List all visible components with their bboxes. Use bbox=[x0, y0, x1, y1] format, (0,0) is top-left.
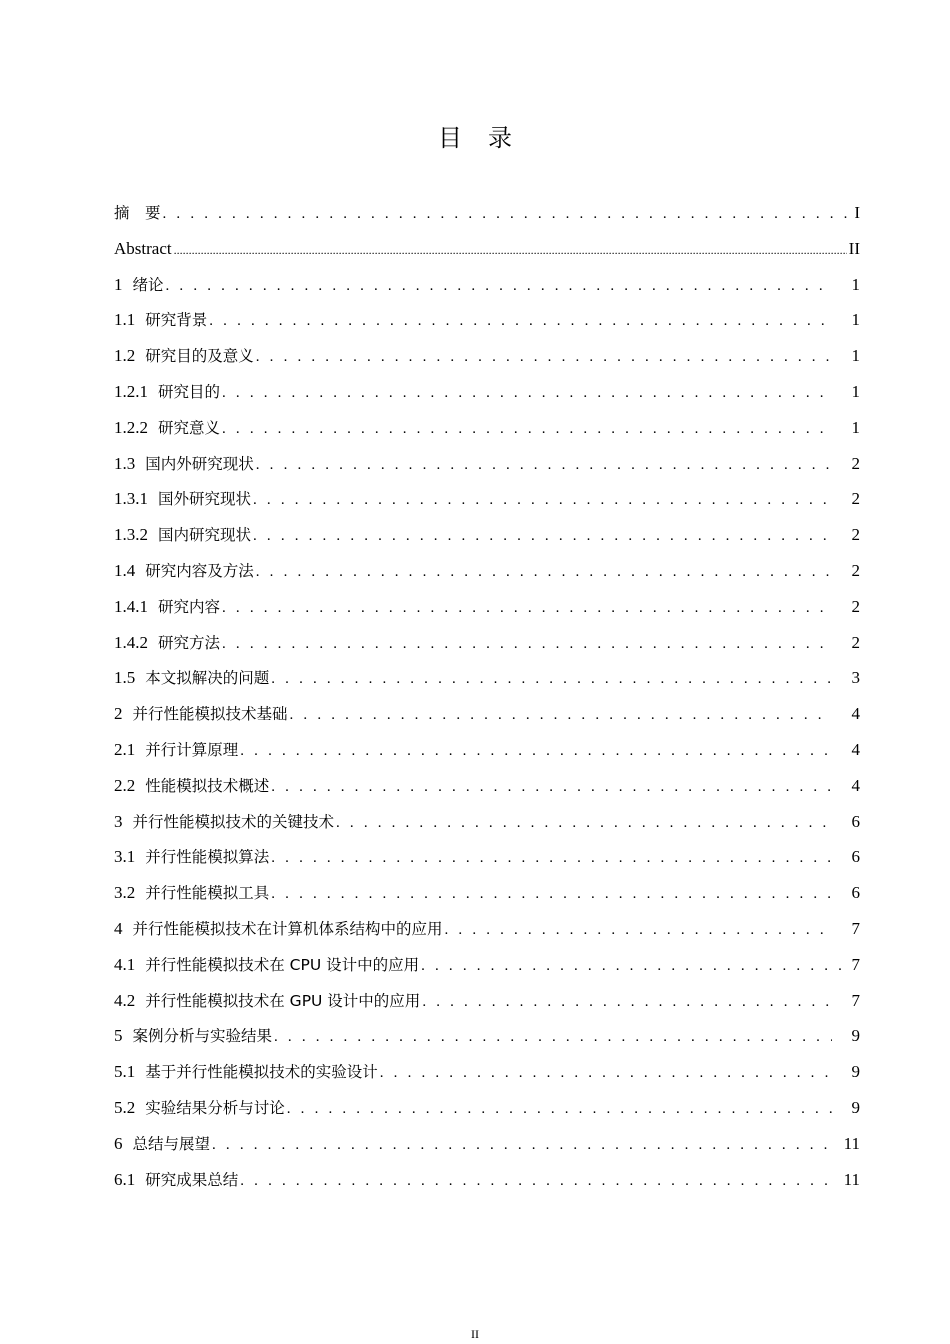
toc-dot-leader bbox=[253, 519, 832, 555]
toc-dot-leader bbox=[287, 1092, 832, 1128]
page-title: 目录 bbox=[438, 124, 538, 152]
toc-dot-leader bbox=[256, 340, 832, 376]
toc-entry[interactable] bbox=[114, 768, 860, 804]
toc-entry[interactable] bbox=[114, 1018, 860, 1054]
toc-entry-number: 2.2 bbox=[114, 775, 136, 795]
toc-entry[interactable] bbox=[114, 589, 860, 625]
toc-entry-page: 4 bbox=[851, 704, 860, 724]
toc-dot-leader bbox=[256, 555, 832, 591]
toc-dot-leader bbox=[274, 1020, 832, 1056]
toc-entry-label: 基于并行性能模拟技术的实验设计 bbox=[145, 1063, 378, 1082]
toc-entry[interactable] bbox=[114, 338, 860, 374]
toc-entry-page: 9 bbox=[851, 1026, 860, 1046]
toc-entry-number: 1.1 bbox=[114, 310, 136, 330]
toc-entry-number: 1.4 bbox=[114, 560, 136, 580]
toc-dot-leader bbox=[336, 806, 832, 842]
toc-entry-page: 9 bbox=[851, 1097, 860, 1117]
toc-entry-label: 并行性能模拟算法 bbox=[145, 848, 270, 867]
toc-entry-page: 11 bbox=[843, 1133, 860, 1153]
toc-entry-number: 3.1 bbox=[114, 847, 136, 867]
toc-entry[interactable] bbox=[114, 804, 860, 840]
toc-entry-label: 研究成果总结 bbox=[145, 1170, 239, 1189]
toc-entry-label: 研究目的及意义 bbox=[145, 347, 254, 366]
toc-entry-number: 5 bbox=[114, 1026, 123, 1046]
toc-entry-page: 7 bbox=[851, 954, 860, 974]
toc-entry-label: 研究目的 bbox=[158, 382, 221, 401]
toc-dot-leader bbox=[240, 734, 832, 770]
toc-entry-number: 1.5 bbox=[114, 668, 136, 688]
toc-entry[interactable] bbox=[114, 410, 860, 446]
toc-entry-label: 并行性能模拟技术在 CPU 设计中的应用 bbox=[145, 955, 420, 974]
toc-entry-label: 实验结果分析与讨论 bbox=[145, 1098, 285, 1117]
toc-entry[interactable] bbox=[114, 195, 860, 231]
toc-entry-number: 2 bbox=[114, 704, 123, 724]
toc-entry-label: 国内外研究现状 bbox=[145, 454, 254, 473]
toc-dot-leader bbox=[222, 591, 832, 627]
toc-entry-number: 4 bbox=[114, 918, 123, 938]
toc-entry-page: 2 bbox=[851, 525, 860, 545]
toc-dot-leader bbox=[256, 448, 832, 484]
toc-entry-label: 绪论 bbox=[132, 275, 164, 294]
toc-entry[interactable] bbox=[114, 696, 860, 732]
toc-entry[interactable] bbox=[114, 446, 860, 482]
toc-dot-leader bbox=[212, 1128, 832, 1164]
toc-entry-number: 1.2.1 bbox=[114, 381, 148, 401]
toc-entry[interactable] bbox=[114, 660, 860, 696]
toc-dot-leader bbox=[422, 985, 832, 1021]
toc-entry-label: Abstract bbox=[114, 238, 172, 258]
toc-entry-number: 2.1 bbox=[114, 739, 136, 759]
toc-entry-label: 案例分析与实验结果 bbox=[132, 1027, 273, 1046]
toc-dot-leader bbox=[240, 1164, 832, 1200]
toc-entry-label: 并行性能模拟技术基础 bbox=[132, 705, 288, 724]
toc-entry-number: 1 bbox=[114, 274, 123, 294]
toc-entry-page: 6 bbox=[851, 811, 860, 831]
toc-entry-page: 2 bbox=[851, 453, 860, 473]
toc-entry-number: 1.4.1 bbox=[114, 596, 148, 616]
toc-entry-page: II bbox=[848, 238, 860, 258]
toc-entry-number: 3 bbox=[114, 811, 123, 831]
toc-entry-label: 摘 要 bbox=[114, 204, 161, 222]
toc-entry-label: 本文拟解决的问题 bbox=[145, 669, 270, 688]
toc-dot-leader bbox=[209, 304, 832, 340]
toc-entry-label: 研究方法 bbox=[158, 633, 221, 652]
toc-entry-number: 5.1 bbox=[114, 1062, 136, 1082]
toc-entry-page: 6 bbox=[851, 883, 860, 903]
toc-entry-number: 1.3.1 bbox=[114, 489, 148, 509]
toc-dot-leader bbox=[421, 949, 849, 985]
toc-entry[interactable] bbox=[114, 1126, 860, 1162]
toc-entry-label: 研究内容 bbox=[158, 597, 221, 616]
toc-dot-leader bbox=[174, 233, 847, 269]
toc-entry-label: 研究背景 bbox=[145, 311, 208, 330]
footer-page-number: II bbox=[471, 1327, 479, 1341]
table-of-contents bbox=[114, 195, 860, 1197]
toc-entry-page: 1 bbox=[851, 274, 860, 294]
toc-entry-label: 研究内容及方法 bbox=[145, 561, 254, 580]
toc-entry[interactable] bbox=[114, 875, 860, 911]
toc-entry-label: 并行计算原理 bbox=[145, 740, 239, 759]
toc-entry-label: 并行性能模拟技术在计算机体系结构中的应用 bbox=[132, 919, 443, 938]
toc-entry-label: 研究意义 bbox=[158, 418, 221, 437]
toc-dot-leader bbox=[222, 376, 832, 412]
toc-entry-page: 1 bbox=[851, 381, 860, 401]
toc-entry-page: 11 bbox=[843, 1169, 860, 1189]
toc-entry[interactable] bbox=[114, 517, 860, 553]
toc-dot-leader bbox=[445, 913, 832, 949]
toc-entry-page: 2 bbox=[851, 632, 860, 652]
toc-dot-leader bbox=[380, 1056, 832, 1092]
toc-entry-number: 6.1 bbox=[114, 1169, 136, 1189]
toc-dot-leader bbox=[271, 662, 832, 698]
toc-entry-page: 7 bbox=[851, 918, 860, 938]
toc-entry-label: 性能模拟技术概述 bbox=[145, 776, 270, 795]
toc-entry[interactable] bbox=[114, 553, 860, 589]
toc-entry[interactable] bbox=[114, 267, 860, 303]
toc-dot-leader bbox=[290, 698, 832, 734]
toc-entry-number: 6 bbox=[114, 1133, 123, 1153]
toc-entry[interactable] bbox=[114, 947, 860, 983]
toc-entry[interactable] bbox=[114, 302, 860, 338]
toc-dot-leader bbox=[166, 269, 832, 305]
toc-entry-label: 国内研究现状 bbox=[158, 526, 252, 545]
toc-entry-label: 国外研究现状 bbox=[158, 490, 252, 509]
toc-entry-number: 4.1 bbox=[114, 954, 136, 974]
toc-dot-leader bbox=[271, 770, 832, 806]
toc-entry[interactable] bbox=[114, 911, 860, 947]
toc-dot-leader bbox=[222, 412, 832, 448]
toc-entry-label: 并行性能模拟技术在 GPU 设计中的应用 bbox=[145, 991, 421, 1010]
toc-entry-number: 1.2.2 bbox=[114, 417, 148, 437]
toc-entry-page: 3 bbox=[851, 668, 860, 688]
toc-entry-number: 1.4.2 bbox=[114, 632, 148, 652]
toc-entry[interactable] bbox=[114, 1054, 860, 1090]
toc-entry-number: 4.2 bbox=[114, 990, 136, 1010]
toc-entry-number: 3.2 bbox=[114, 883, 136, 903]
toc-entry-page: 7 bbox=[851, 990, 860, 1010]
toc-entry-label: 并行性能模拟技术的关键技术 bbox=[132, 812, 335, 831]
toc-entry-page: 2 bbox=[851, 560, 860, 580]
toc-entry[interactable] bbox=[114, 481, 860, 517]
toc-dot-leader bbox=[271, 877, 832, 913]
toc-entry-page: 2 bbox=[851, 489, 860, 509]
toc-entry[interactable] bbox=[114, 231, 860, 267]
toc-entry-number: 1.3.2 bbox=[114, 525, 148, 545]
toc-entry-page: 4 bbox=[851, 739, 860, 759]
toc-entry-number: 1.2 bbox=[114, 346, 136, 366]
toc-entry-label: 并行性能模拟工具 bbox=[145, 884, 270, 903]
toc-dot-leader bbox=[253, 483, 832, 519]
toc-entry[interactable] bbox=[114, 374, 860, 410]
toc-entry[interactable] bbox=[114, 1090, 860, 1126]
toc-entry-page: 1 bbox=[851, 417, 860, 437]
toc-entry-label: 总结与展望 bbox=[132, 1134, 211, 1153]
toc-dot-leader bbox=[163, 197, 853, 233]
toc-entry-page: 1 bbox=[851, 346, 860, 366]
toc-entry[interactable] bbox=[114, 983, 860, 1019]
toc-entry-page: 6 bbox=[851, 847, 860, 867]
toc-entry-page: 4 bbox=[851, 775, 860, 795]
toc-entry[interactable] bbox=[114, 625, 860, 661]
toc-entry-page: 1 bbox=[851, 310, 860, 330]
toc-entry-number: 1.3 bbox=[114, 453, 136, 473]
toc-entry[interactable] bbox=[114, 839, 860, 875]
toc-entry-page: 2 bbox=[851, 596, 860, 616]
toc-entry-page: 9 bbox=[851, 1062, 860, 1082]
toc-entry-page: I bbox=[854, 203, 860, 222]
toc-dot-leader bbox=[271, 841, 832, 877]
toc-entry-number: 5.2 bbox=[114, 1097, 136, 1117]
toc-dot-leader bbox=[222, 627, 832, 663]
toc-entry[interactable] bbox=[114, 1162, 860, 1198]
toc-entry[interactable] bbox=[114, 732, 860, 768]
